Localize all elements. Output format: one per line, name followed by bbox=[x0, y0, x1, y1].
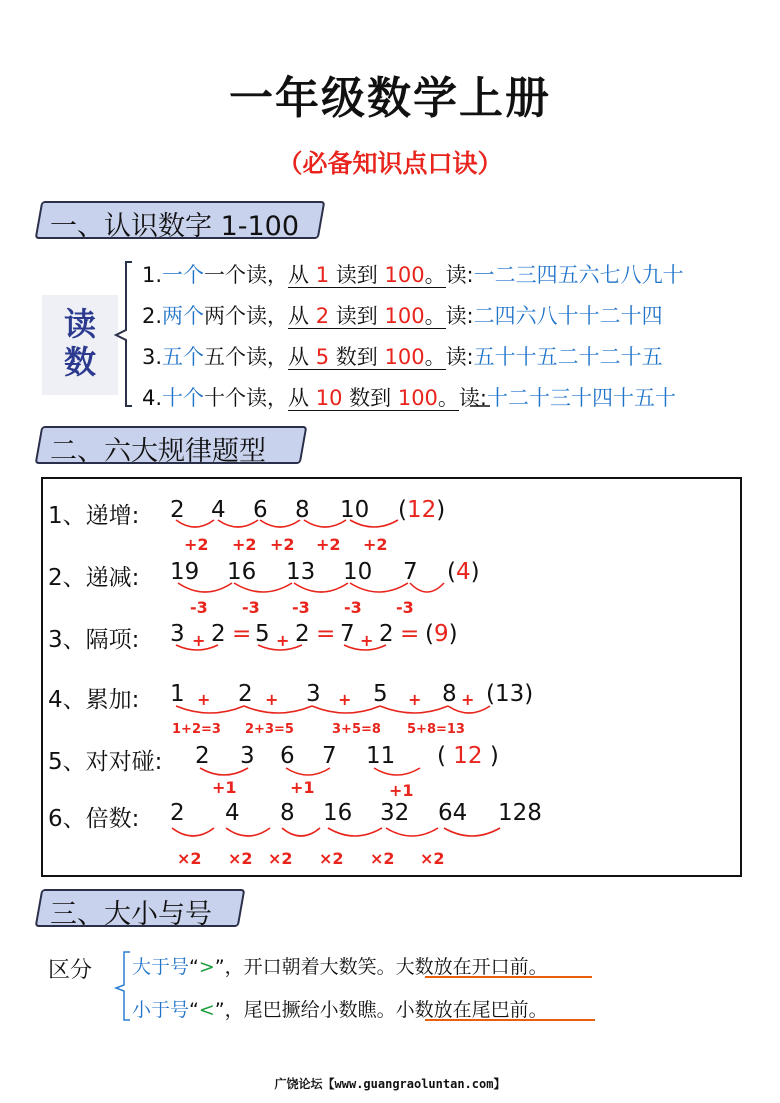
rule-1-mark: +2 bbox=[184, 535, 209, 554]
line-b: 两个读， bbox=[204, 304, 289, 328]
rule-2-num: 19 bbox=[170, 559, 200, 585]
rule-3-mark: + bbox=[192, 631, 206, 650]
rule-4-num: 5 bbox=[373, 681, 388, 707]
rule-5-mark: +1 bbox=[389, 781, 414, 800]
rule-4-sum: 2+3=5 bbox=[245, 722, 294, 737]
rule-2-answer: (4) bbox=[447, 559, 480, 585]
lt-q2: ” bbox=[214, 999, 225, 1021]
lt-q1: “ bbox=[189, 999, 199, 1021]
rule-1-num: 10 bbox=[340, 497, 370, 523]
line-range: 从 1 读到 100。 bbox=[288, 263, 446, 287]
rule-2-num: 16 bbox=[227, 559, 257, 585]
rule-4-label: 4、累加: bbox=[48, 687, 140, 713]
rule-4-sum: 1+2=3 bbox=[172, 722, 221, 737]
gt-symbol: > bbox=[198, 956, 215, 978]
rule-4-mark: + bbox=[408, 690, 422, 709]
rule-6-num: 64 bbox=[438, 800, 468, 826]
page-subtitle: （必备知识点口诀） bbox=[277, 149, 503, 178]
rule-4-mark: + bbox=[461, 690, 475, 709]
line-seq: 一二三四五六七八九十 bbox=[473, 263, 684, 287]
rule-3-num: 2 bbox=[295, 621, 310, 647]
rule-2-mark: -3 bbox=[242, 598, 260, 617]
rule-6-mark: ×2 bbox=[319, 849, 344, 868]
line-seq: 二四六八十十二十四 bbox=[473, 304, 663, 328]
rule-4-mark: + bbox=[197, 690, 211, 709]
rule-3-mark: + bbox=[360, 631, 374, 650]
rule-1-mark: +2 bbox=[232, 535, 257, 554]
footer: 广饶论坛【www.guangraoluntan.com】 bbox=[274, 1077, 506, 1091]
rule-5-mark: +1 bbox=[290, 778, 315, 797]
rule-2-mark: -3 bbox=[292, 598, 310, 617]
rule-2-num: 13 bbox=[286, 559, 316, 585]
line-b: 五个读， bbox=[204, 345, 289, 369]
rule-6-num: 8 bbox=[280, 800, 295, 826]
rule-1-num: 2 bbox=[170, 497, 185, 523]
line-range: 从 5 数到 100。 bbox=[288, 345, 446, 369]
line-a: 两个 bbox=[162, 304, 205, 328]
rule-6-mark: ×2 bbox=[420, 849, 445, 868]
rule-1-num: 6 bbox=[253, 497, 268, 523]
line-num: 2. bbox=[142, 304, 163, 328]
rule-6-num: 2 bbox=[170, 800, 185, 826]
rule-5-num: 7 bbox=[322, 743, 337, 769]
compare-lt-line bbox=[132, 995, 548, 1022]
rule-1-num: 8 bbox=[295, 497, 310, 523]
rule-6-num: 32 bbox=[380, 800, 410, 826]
rule-6-mark: ×2 bbox=[268, 849, 293, 868]
rule-5-label: 5、对对碰: bbox=[48, 749, 163, 775]
rule-5-mark: +1 bbox=[212, 778, 237, 797]
compare-brace bbox=[116, 952, 130, 1020]
rule-5-answer: ( 12 ) bbox=[437, 743, 499, 769]
line-a: 十个 bbox=[162, 386, 205, 410]
rule-5-num: 2 bbox=[195, 743, 210, 769]
lt-symbol: < bbox=[198, 999, 215, 1021]
gt-q1: “ bbox=[189, 956, 199, 978]
gt-highlight: 大数放在开口前。 bbox=[395, 956, 548, 978]
rule-1-answer: (12) bbox=[398, 497, 446, 523]
rule-4-sum: 3+5=8 bbox=[332, 722, 381, 737]
reading-line-1 bbox=[142, 259, 684, 289]
line-range: 从 2 读到 100。 bbox=[288, 304, 446, 328]
rule-4-num: 1 bbox=[170, 681, 185, 707]
rule-6-num: 16 bbox=[323, 800, 353, 826]
rule-2-label: 2、递减: bbox=[48, 565, 140, 591]
reading-line-2 bbox=[142, 300, 663, 330]
rule-2-num: 10 bbox=[343, 559, 373, 585]
rule-3-num: 2 bbox=[379, 621, 394, 647]
rule-3-num: 5 bbox=[255, 621, 270, 647]
rule-4-mark: + bbox=[265, 690, 279, 709]
rule-3-eq: = bbox=[316, 621, 336, 647]
line-a: 五个 bbox=[162, 345, 205, 369]
line-read: 读: bbox=[458, 386, 487, 410]
line-read: 读: bbox=[445, 345, 474, 369]
rule-5-num: 6 bbox=[280, 743, 295, 769]
rule-3-answer: (9) bbox=[425, 621, 458, 647]
line-a: 一个 bbox=[162, 263, 205, 287]
rule-5-num: 11 bbox=[366, 743, 396, 769]
page-title: 一年级数学上册 bbox=[229, 73, 551, 124]
section-title-1: 一、认识数字 1-100 bbox=[50, 211, 300, 242]
gt-q2: ” bbox=[214, 956, 225, 978]
rule-4-sum: 5+8=13 bbox=[407, 722, 465, 737]
rule-4-num: 2 bbox=[238, 681, 253, 707]
rule-3-eq: = bbox=[232, 621, 252, 647]
line-range: 从 10 数到 100。 bbox=[288, 386, 459, 410]
lt-rest: ，尾巴撅给小数瞧。 bbox=[224, 999, 396, 1021]
rule-6-mark: ×2 bbox=[370, 849, 395, 868]
rule-2-num: 7 bbox=[403, 559, 418, 585]
rule-4-mark: + bbox=[338, 690, 352, 709]
lt-highlight: 小数放在尾巴前。 bbox=[395, 999, 548, 1021]
rule-3-eq: = bbox=[400, 621, 420, 647]
rule-6-num: 128 bbox=[498, 800, 542, 826]
rule-3-label: 3、隔项: bbox=[48, 627, 140, 653]
rule-5-num: 3 bbox=[240, 743, 255, 769]
rule-4-answer: (13) bbox=[486, 681, 534, 707]
rule-1-mark: +2 bbox=[316, 535, 341, 554]
rule-2-mark: -3 bbox=[396, 598, 414, 617]
line-read: 读: bbox=[445, 263, 474, 287]
line-b: 一个读， bbox=[204, 263, 289, 287]
reading-brace bbox=[116, 262, 132, 406]
rule-1-label: 1、递增: bbox=[48, 503, 140, 529]
gt-name: 大于号 bbox=[132, 956, 190, 978]
reading-label-char-2: 数 bbox=[64, 343, 97, 381]
line-seq: 五十十五二十二十五 bbox=[473, 345, 663, 369]
section-title-2: 二、六大规律题型 bbox=[50, 436, 266, 467]
lt-name: 小于号 bbox=[132, 999, 190, 1021]
rule-6-label: 6、倍数: bbox=[48, 806, 140, 832]
rule-3-num: 3 bbox=[170, 621, 185, 647]
rule-4-num: 8 bbox=[442, 681, 457, 707]
rule-1-mark: +2 bbox=[270, 535, 295, 554]
line-seq: 十二十三十四十五十 bbox=[487, 386, 676, 410]
rule-2-mark: -3 bbox=[344, 598, 362, 617]
rule-6-mark: ×2 bbox=[228, 849, 253, 868]
rule-3-mark: + bbox=[276, 631, 290, 650]
rule-2-mark: -3 bbox=[190, 598, 208, 617]
reading-line-4 bbox=[142, 382, 676, 412]
line-num: 4. bbox=[142, 386, 163, 410]
rule-3-num: 2 bbox=[211, 621, 226, 647]
line-b: 十个读， bbox=[204, 386, 289, 410]
section-title-3: 三、大小与号 bbox=[50, 899, 212, 930]
rule-4-num: 3 bbox=[306, 681, 321, 707]
gt-rest: ，开口朝着大数笑。 bbox=[224, 956, 396, 978]
line-num: 1. bbox=[142, 263, 163, 287]
rule-3-num: 7 bbox=[340, 621, 355, 647]
rule-6-num: 4 bbox=[225, 800, 240, 826]
line-num: 3. bbox=[142, 345, 163, 369]
compare-gt-line bbox=[132, 952, 548, 979]
compare-label: 区分 bbox=[48, 958, 93, 983]
line-read: 读: bbox=[445, 304, 474, 328]
rule-1-num: 4 bbox=[211, 497, 226, 523]
reading-label-char-1: 读 bbox=[64, 305, 97, 343]
reading-line-3 bbox=[142, 341, 663, 371]
rule-1-mark: +2 bbox=[363, 535, 388, 554]
rule-6-mark: ×2 bbox=[177, 849, 202, 868]
